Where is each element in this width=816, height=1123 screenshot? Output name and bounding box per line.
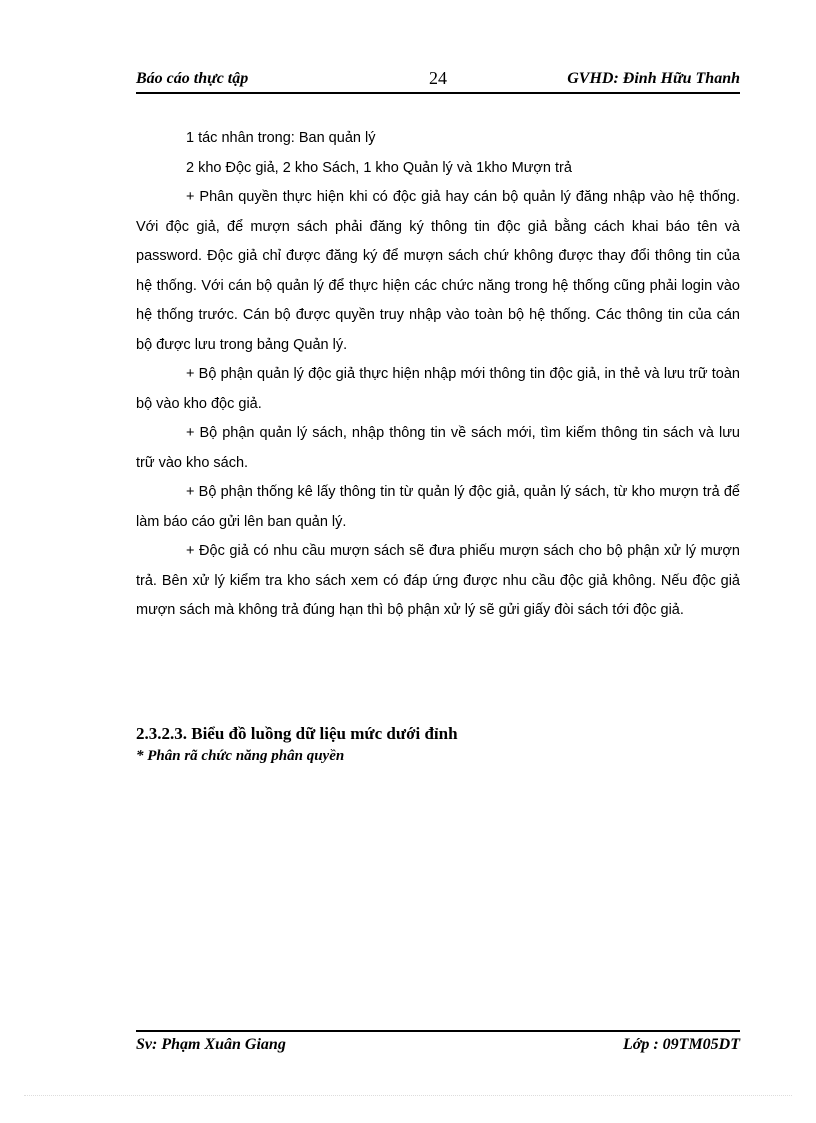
page-number: 24: [429, 68, 447, 88]
page-footer: [136, 1030, 740, 1062]
page-edge-divider: [24, 1095, 792, 1096]
body-text: [136, 124, 740, 626]
paragraph-book-management: + Bộ phận quản lý sách, nhập thông tin về sách mới, tìm kiếm thông tin sách và lưu trữ vào kho sách.: [136, 425, 740, 471]
page-header: [136, 68, 740, 94]
header-supervisor: GVHD: Đinh Hữu Thanh: [567, 70, 740, 87]
paragraph-actor: 1 tác nhân trong: Ban quản lý: [186, 130, 376, 146]
paragraph-permissions: + Phân quyền thực hiện khi có độc giả hay cán bộ quản lý đăng nhập vào hệ thống. Với độc giả, để mượn sách phải đăng ký thông tin độc giả bằng cách khai báo tên và password. Độc giả chỉ được đăng ký để mượn sách chứ không được thay đổi thông tin của hệ thống. Với cán bộ quản lý để thực hiện các chức năng trong hệ thống cũng phải login vào hệ thống trước. Cán bộ được quyền truy nhập vào toàn bộ hệ thống. Các thông tin của cán bộ được lưu trong bảng Quản lý.: [136, 189, 740, 353]
paragraph-borrowing: + Độc giả có nhu cầu mượn sách sẽ đưa phiếu mượn sách cho bộ phận xử lý mượn trả. Bên xử lý kiểm tra kho sách xem có đáp ứng được nhu cầu độc giả không. Nếu độc giả mượn sách mà không trả đúng hạn thì bộ phận xử lý sẽ gửi giấy đòi sách tới độc giả.: [136, 543, 740, 618]
footer-student: Sv: Phạm Xuân Giang: [136, 1036, 286, 1053]
section-heading: 2.3.2.3. Biểu đồ luồng dữ liệu mức dưới đỉnh: [136, 724, 458, 743]
header-title: Báo cáo thực tập: [136, 70, 249, 87]
footer-class: Lớp : 09TM05DT: [622, 1036, 740, 1053]
paragraph-stores: 2 kho Độc giả, 2 kho Sách, 1 kho Quản lý và 1kho Mượn trả: [186, 159, 572, 176]
section-subheading: * Phân rã chức năng phân quyền: [136, 748, 345, 764]
paragraph-reader-management: + Bộ phận quản lý độc giả thực hiện nhập mới thông tin độc giả, in thẻ và lưu trữ toàn bộ vào kho độc giả.: [136, 366, 740, 412]
paragraph-statistics: + Bộ phận thống kê lấy thông tin từ quản lý độc giả, quản lý sách, từ kho mượn trả để làm báo cáo gửi lên ban quản lý.: [136, 484, 740, 530]
